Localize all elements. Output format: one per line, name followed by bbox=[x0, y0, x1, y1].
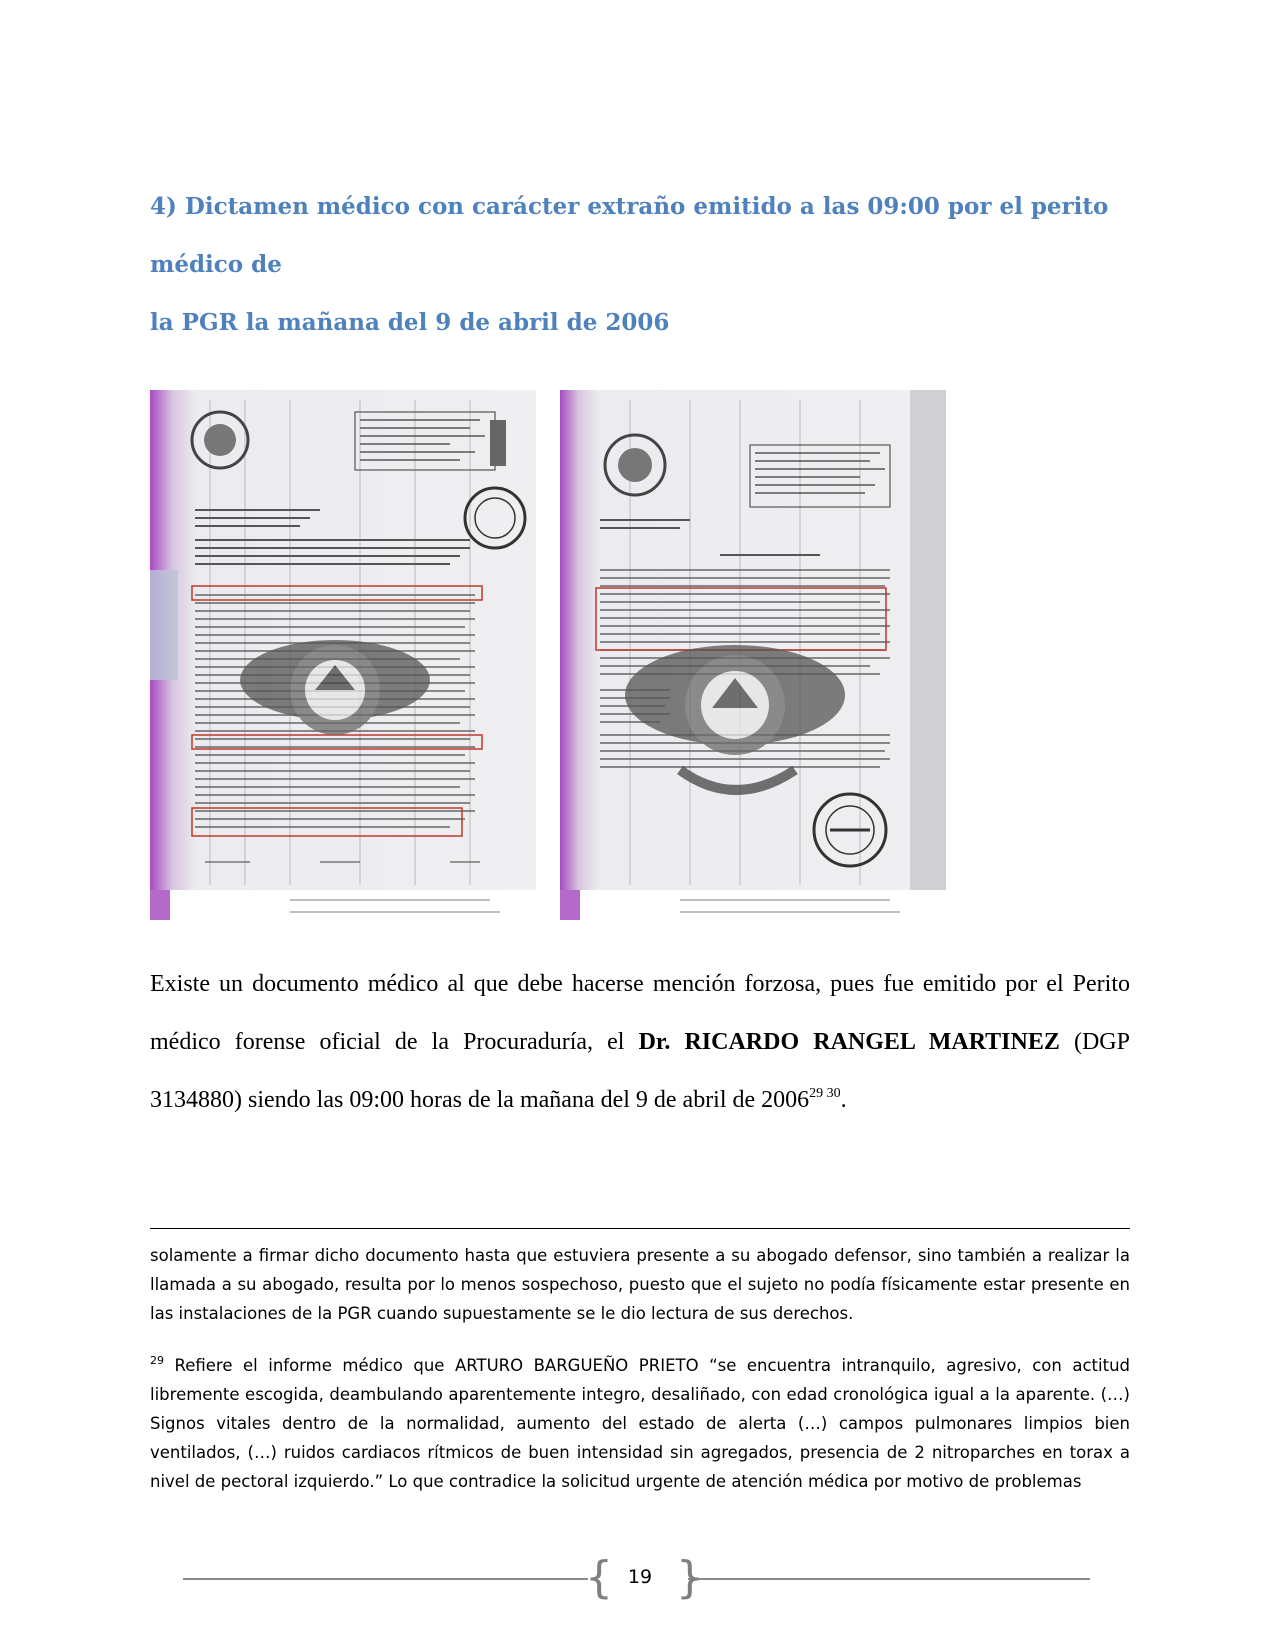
scanned-document-page-1 bbox=[150, 390, 536, 920]
scanned-document-page-2-icon bbox=[560, 390, 946, 920]
footnote-reference[interactable]: 29 30 bbox=[809, 1086, 841, 1101]
footnote-separator bbox=[150, 1228, 1130, 1229]
footer-line-left bbox=[183, 1578, 588, 1580]
page-bracket-left-icon: { bbox=[585, 1552, 613, 1603]
footer-line-right bbox=[688, 1578, 1090, 1580]
page-bracket-right-icon: } bbox=[676, 1552, 704, 1603]
scanned-document-page-2 bbox=[560, 390, 946, 920]
footnote-29-text: Refiere el informe médico que ARTURO BARGUEÑO PRIETO “se encuentra intranquilo, agresivo, con actitud libremente escogida, deambulando aparentemente integro, desaliñado, con edad cronológica igual a la aparente. (…) Signos vitales dentro de la normalidad, aumento del estado de alerta (…) campos pulmonares limpios bien ventilados, (…) ruidos cardiacos rítmicos de buen intensidad sin agregados, presencia de 2 nitroparches en torax a nivel de pectoral izquierdo.” Lo que contradice la solicitud urgente de atención médica por motivo de problemas bbox=[150, 1356, 1130, 1491]
body-text-part-2: (DGP 3134880) siendo las 09:00 horas de la mañana del 9 de abril de 2006 bbox=[150, 1029, 1130, 1113]
footnote-continued: solamente a firmar dicho documento hasta que estuviera presente a su abogado defensor, sino también a realizar la llamada a su abogado, resulta por lo menos sospechoso, puesto que el sujeto no podía físicamente estar presente en las instalaciones de la PGR cuando supuestamente se le dio lectura de sus derechos. bbox=[150, 1246, 1130, 1323]
body-paragraph bbox=[150, 955, 1130, 1129]
body-text-end: . bbox=[840, 1087, 847, 1113]
doctor-name: Dr. RICARDO RANGEL MARTINEZ bbox=[638, 1029, 1060, 1055]
body-text-part-1: Existe un documento médico al que debe hacerse mención forzosa, pues fue emitido por el Perito médico forense oficial de la Procuraduría, el bbox=[150, 971, 1130, 1055]
section-heading-line-1: 4) Dictamen médico con carácter extraño emitido a las 09:00 por el perito médico de bbox=[150, 193, 1109, 278]
section-heading-line-2: la PGR la mañana del 9 de abril de 2006 bbox=[150, 309, 670, 336]
footnote-29-number: 29 bbox=[150, 1354, 164, 1367]
page-number: 19 bbox=[627, 1566, 653, 1588]
scanned-document-page-1-icon bbox=[150, 390, 536, 920]
section-heading bbox=[150, 178, 1130, 352]
footnote-29 bbox=[150, 1351, 1130, 1496]
